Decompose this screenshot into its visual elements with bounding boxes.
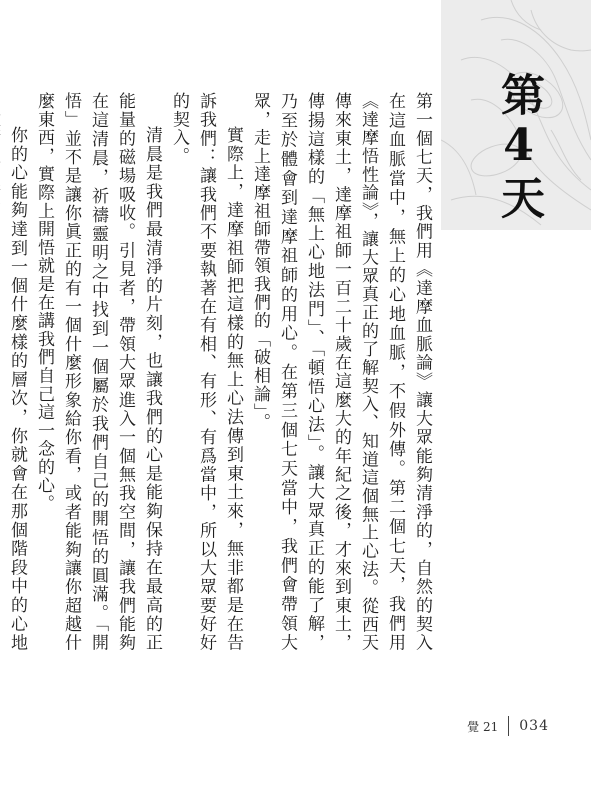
page-footer bbox=[467, 714, 549, 738]
chapter-prefix: 第 bbox=[493, 72, 544, 120]
chapter-number: 4 bbox=[493, 120, 544, 175]
chapter-heading bbox=[489, 72, 547, 223]
paragraph-3: 清晨是我們最清淨的片刻，也讓我們的心是能夠保持在最高的正能量的磁場吸收。引見者，帶領大眾進入一個無我空間，讓我們能夠在這清晨，祈禱靈明之中找到一個屬於我們自己的開悟的圓滿。「開悟」並不是讓你眞正的有一個什麼形象給你看，或者能夠讓你超越什麼東西，實際上開悟就是在講我們自己這一念的心。 bbox=[34, 92, 162, 652]
page-number: 034 bbox=[519, 718, 549, 734]
paragraph-4: 你的心能夠達到一個什麼樣的層次，你就會在那個階段中的心地 bbox=[7, 126, 27, 652]
book-title: 覺 21 bbox=[467, 719, 499, 734]
footer-divider bbox=[508, 716, 509, 736]
chapter-suffix: 天 bbox=[493, 175, 544, 223]
chapter-body bbox=[7, 92, 435, 652]
paragraph-2: 實際上，達摩祖師把這樣的無上心法傳到東土來，無非都是在告訴我們：讓我們不要執著在有相、有形、有爲當中，所以大眾要好好的契入。 bbox=[169, 92, 243, 652]
paragraph-1: 第一個七天，我們用《達摩血脈論》讓大眾能夠清淨的，自然的契入在這血脈當中，無上的心地血脈，不假外傳。第二個七天，我們用《達摩悟性論》，讓大眾真正的了解契入、知道這個無上心法。從西天傳來東土，達摩祖師一百二十歲在這麼大的年紀之後，才來到東土，傳揚這樣的「無上心地法門」、「頓悟心法」。讓大眾真正的能了解，乃至於體會到達摩祖師的用心。在第三個七天當中，我們會帶領大眾，走上達摩祖師帶領我們的「破相論」。 bbox=[250, 92, 432, 652]
